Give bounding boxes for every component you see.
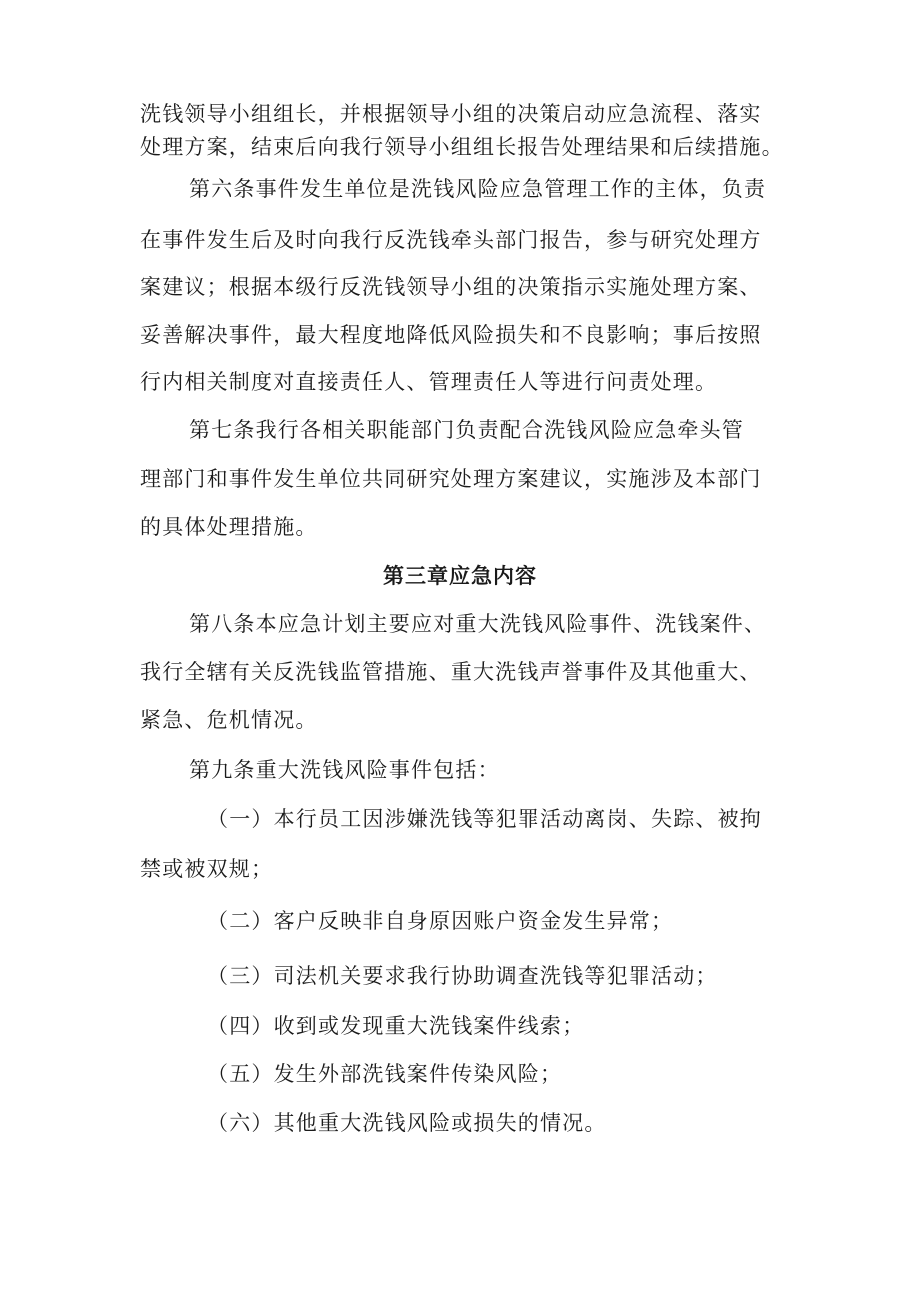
text-line: 紧急、危机情况。 [140,708,318,732]
chapter-heading: 第三章应急内容 [383,564,537,588]
text-line: 案建议；根据本级行反洗钱领导小组的决策指示实施处理方案、 [140,275,762,299]
text-line: 我行全辖有关反洗钱监管措施、重大洗钱声誉事件及其他重大、 [140,660,762,684]
text-line: 处理方案，结束后向我行领导小组组长报告处理结果和后续措施。 [140,135,784,159]
list-item: （二）客户反映非自身原因账户资金发生异常； [207,909,674,933]
text-line: 的具体处理措施。 [140,515,318,539]
text-line: 妥善解决事件，最大程度地降低风险损失和不良影响；事后按照 [140,323,762,347]
text-line: 行内相关制度对直接责任人、管理责任人等进行问责处理。 [140,370,718,394]
article-9-start: 第九条重大洗钱风险事件包括： [189,758,500,782]
text-line: 洗钱领导小组组长，并根据领导小组的决策启动应急流程、落实 [140,102,762,126]
list-item: （六）其他重大洗钱风险或损失的情况。 [207,1111,607,1135]
list-item: （三）司法机关要求我行协助调查洗钱等犯罪活动； [207,964,718,988]
text-line: 理部门和事件发生单位共同研究处理方案建议，实施涉及本部门 [140,467,762,491]
article-7-start: 第七条我行各相关职能部门负责配合洗钱风险应急牵头管 [189,418,744,442]
text-line: 在事件发生后及时向我行反洗钱牵头部门报告，参与研究处理方 [140,228,762,252]
text-line: 禁或被双规； [140,857,274,881]
article-6-start: 第六条事件发生单位是洗钱风险应急管理工作的主体，负责 [189,177,767,201]
article-8-start: 第八条本应急计划主要应对重大洗钱风险事件、洗钱案件、 [189,612,767,636]
list-item: （五）发生外部洗钱案件传染风险； [207,1062,563,1086]
list-item: （一）本行员工因涉嫌洗钱等犯罪活动离岗、失踪、被拘 [207,807,762,831]
list-item: （四）收到或发现重大洗钱案件线索； [207,1014,585,1038]
